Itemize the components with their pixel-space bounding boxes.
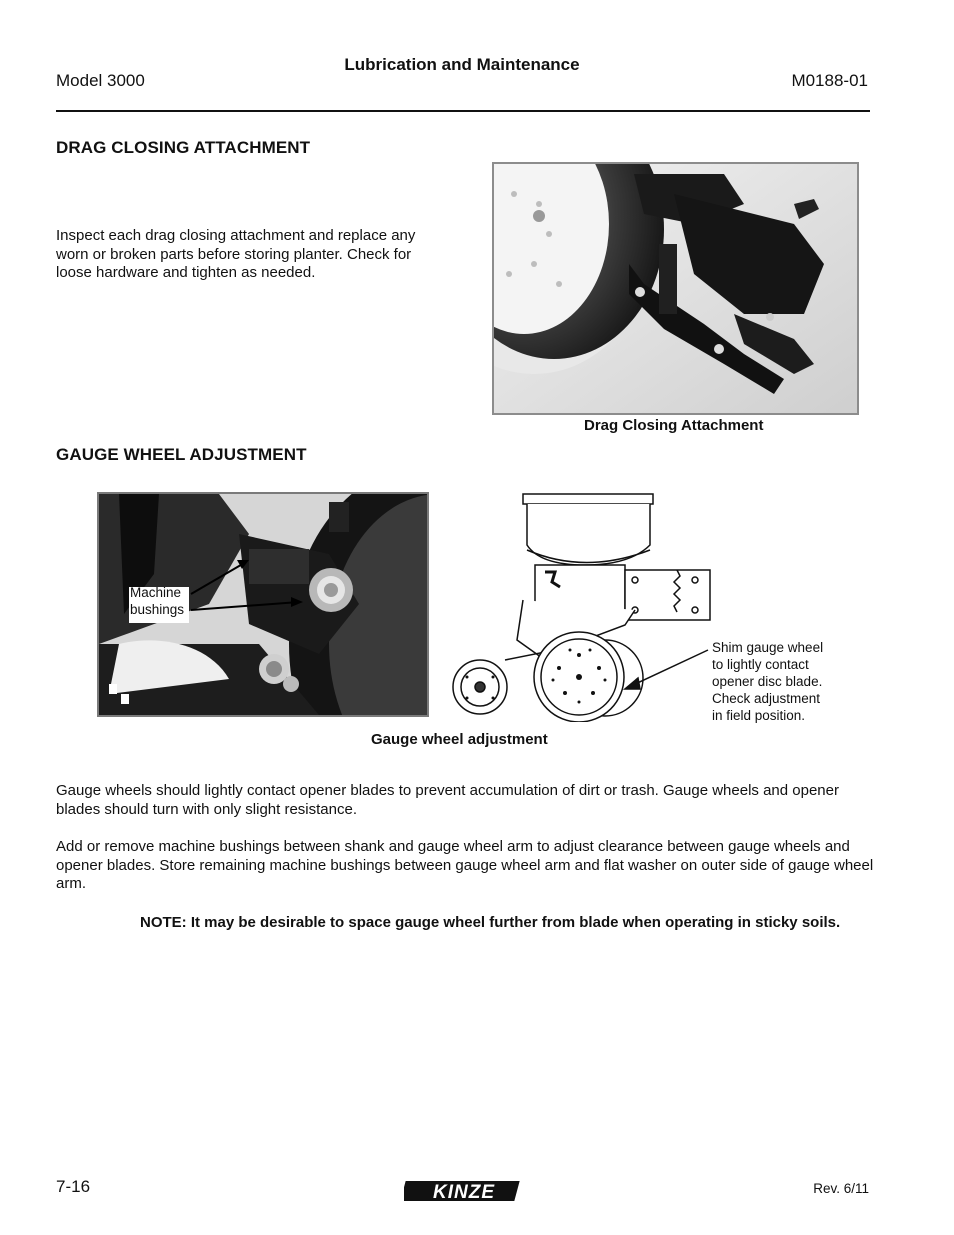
- svg-text:KINZE: KINZE: [433, 1182, 495, 1203]
- drag-closing-caption: Drag Closing Attachment: [584, 417, 764, 434]
- drag-closing-heading: DRAG CLOSING ATTACHMENT: [56, 138, 311, 157]
- header-model: Model 3000: [56, 71, 145, 90]
- header-divider: [56, 110, 870, 112]
- gauge-wheel-paragraph-1: Gauge wheels should lightly contact opener blades to prevent accumulation of dirt or trash. Gauge wheels and opener blades should turn with only slight resistance.: [56, 782, 839, 818]
- drag-closing-photo: [492, 162, 859, 415]
- shim-gauge-wheel-callout: Shim gauge wheel to lightly contact opener disc blade. Check adjustment in field position.: [712, 640, 824, 723]
- row-unit-diagram: [445, 490, 715, 722]
- kinze-logo: [404, 1176, 524, 1206]
- gauge-wheel-paragraph-2: Add or remove machine bushings between shank and gauge wheel arm to adjust clearance between gauge wheels and opener blades. Store remaining machine bushings between gauge wheel arm and flat washer on outer side of gauge wheel arm.: [56, 838, 874, 892]
- gauge-wheel-caption: Gauge wheel adjustment: [371, 731, 548, 748]
- header-title: Lubrication and Maintenance: [344, 55, 580, 74]
- header-doc-number: M0188-01: [791, 71, 868, 90]
- sticky-soils-note: NOTE: It may be desirable to space gauge wheel further from blade when operating in sticky soils.: [140, 914, 841, 931]
- drag-closing-paragraph: Inspect each drag closing attachment and replace any worn or broken parts before storing planter. Check for loose hardware and tighten as needed.: [56, 227, 416, 281]
- gauge-wheel-heading: GAUGE WHEEL ADJUSTMENT: [56, 445, 307, 464]
- page-number: 7-16: [56, 1177, 91, 1196]
- revision-date: Rev. 6/11: [813, 1181, 869, 1196]
- machine-bushings-callout: Machine bushings: [130, 585, 185, 617]
